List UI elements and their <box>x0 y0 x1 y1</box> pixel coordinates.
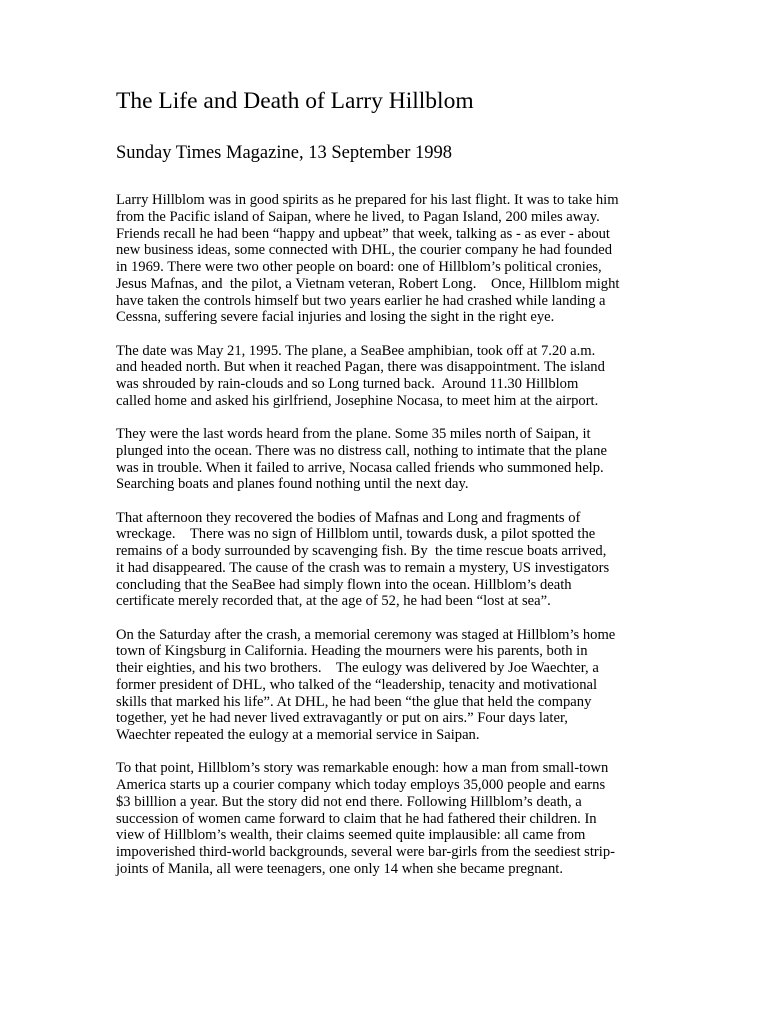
document-page <box>116 84 656 894</box>
paragraph-3: They were the last words heard from the plane. Some 35 miles north of Saipan, it plunged into the ocean. There was no distress call, nothing to intimate that the plane was in trouble. When it failed to arrive, Nocasa called friends who summoned help. Searching boats and planes found nothing until the next day. <box>116 426 607 493</box>
paragraph-2: The date was May 21, 1995. The plane, a SeaBee amphibian, took off at 7.20 a.m. and headed north. But when it reached Pagan, there was disappointment. The island was shrouded by rain-clouds and so Long turned back. Around 11.30 Hillblom called home and asked his girlfriend, Josephine Nocasa, to meet him at the airport. <box>116 342 605 409</box>
article-body <box>116 192 656 878</box>
paragraph-6: To that point, Hillblom’s story was remarkable enough: how a man from small-town America starts up a courier company which today employs 35,000 people and earns $3 billlion a year. But the story did not end there. Following Hillblom’s death, a succession of women came forward to claim that he had fathered their children. In view of Hillblom’s wealth, their claims seemed quite implausible: all came from impoverished third-world backgrounds, several were bar-girls from the seediest strip- joints of Manila, all were teenagers, one only 14 when she became pregnant. <box>116 760 615 877</box>
paragraph-1: Larry Hillblom was in good spirits as he prepared for his last flight. It was to take him from the Pacific island of Saipan, where he lived, to Pagan Island, 200 miles away. Friends recall he had been “happy and upbeat” that week, talking as - as ever - about new business ideas, some connected with DHL, the courier company he had founded in 1969. There were two other people on board: one of Hillblom’s political cronies, Jesus Mafnas, and the pilot, a Vietnam veteran, Robert Long. Once, Hillblom might have taken the controls himself but two years earlier he had crashed while landing a Cessna, suffering severe facial injuries and losing the sight in the right eye. <box>116 192 620 326</box>
paragraph-4: That afternoon they recovered the bodies of Mafnas and Long and fragments of wreckage. There was no sign of Hillblom until, towards dusk, a pilot spotted the remains of a body surrounded by scavenging fish. By the time rescue boats arrived, it had disappeared. The cause of the crash was to remain a mystery, US investigators concluding that the SeaBee had simply flown into the ocean. Hillblom’s death certificate merely recorded that, at the age of 52, he had been “lost at sea”. <box>116 509 610 610</box>
article-title: The Life and Death of Larry Hillblom <box>116 88 474 114</box>
paragraph-5: On the Saturday after the crash, a memorial ceremony was staged at Hillblom’s home town of Kingsburg in California. Heading the mourners were his parents, both in their eighties, and his two brothers. The eulogy was delivered by Joe Waechter, a former president of DHL, who talked of the “leadership, tenacity and motivational skills that marked his life”. At DHL, he had been “the glue that held the company together, yet he had never lived extravagantly or put on airs.” Four days later, Waechter repeated the eulogy at a memorial service in Saipan. <box>116 626 616 743</box>
article-source: Sunday Times Magazine, 13 September 1998 <box>116 143 453 163</box>
